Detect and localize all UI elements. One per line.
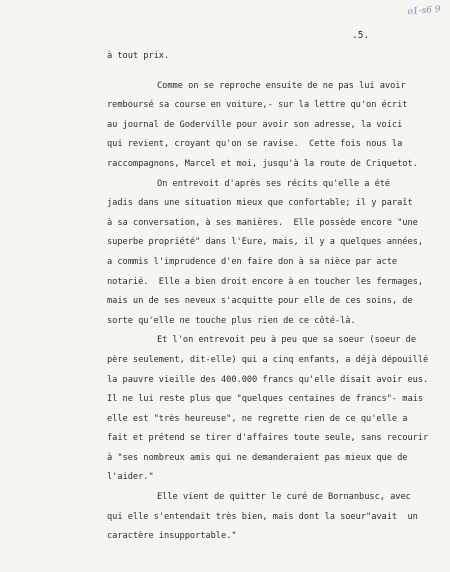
text-line: fait et prétend se tirer d'affaires toute seule, sans recourir bbox=[107, 433, 429, 444]
text-line: Et l'on entrevoit peu à peu que sa soeur (soeur de bbox=[157, 335, 417, 346]
paragraph bbox=[107, 77, 437, 175]
paragraph bbox=[107, 47, 437, 67]
text-line: à tout prix. bbox=[107, 51, 170, 61]
text-line: raccompagnons, Marcel et moi, jusqu'à la route de Criquetot. bbox=[107, 158, 418, 169]
text-line: mais un de ses neveux s'acquitte pour elle de ces soins, de bbox=[107, 296, 413, 307]
text-line: jadis dans une situation mieux que confortable; il y paraît bbox=[107, 198, 413, 209]
typescript-body bbox=[107, 47, 437, 547]
text-line: l'aider." bbox=[107, 472, 154, 483]
paragraph-gap bbox=[107, 67, 437, 77]
text-line: a commis l'imprudence d'en faire don à sa nièce par acte bbox=[107, 256, 398, 267]
text-line: Elle vient de quitter le curé de Bornanbusc, avec bbox=[157, 492, 411, 503]
text-line: père seulement, dit-elle) qui a cinq enfants, a déjà dépouillé bbox=[107, 354, 429, 365]
text-line: notarié. Elle a bien droit encore à en toucher les fermages, bbox=[107, 276, 424, 287]
text-line: à sa conversation, à ses manières. Elle possède encore "une bbox=[107, 217, 418, 228]
text-line: remboursé sa course en voiture,- sur la lettre qu'on écrit bbox=[107, 100, 408, 111]
text-line: au journal de Goderville pour avoir son adresse, la voici bbox=[107, 119, 403, 130]
text-line: à "ses nombreux amis qui ne demanderaient pas mieux que de bbox=[107, 452, 408, 463]
text-line: la pauvre vieille des 400.000 francs qu'elle disait avoir eus. bbox=[107, 374, 429, 385]
text-line: superbe propriété" dans l'Eure, mais, il y a quelques années, bbox=[107, 237, 424, 248]
handwritten-folio-note: o1-s6 9 bbox=[407, 4, 441, 18]
paragraph bbox=[107, 488, 437, 547]
text-line: elle est "très heureuse", ne regrette rien de ce qu'elle a bbox=[107, 413, 408, 424]
text-line: sorte qu'elle ne touche plus rien de ce côté-là. bbox=[107, 315, 356, 326]
text-line: Comme on se reproche ensuite de ne pas lui avoir bbox=[157, 80, 406, 91]
text-line: caractère insupportable." bbox=[107, 531, 237, 542]
paragraph bbox=[107, 331, 437, 488]
text-line: qui revient, croyant qu'on se ravise. Cette fois nous la bbox=[107, 139, 403, 150]
text-line: On entrevoit d'après ses récits qu'elle a été bbox=[157, 178, 391, 189]
text-line: qui elle s'entendait très bien, mais dont la soeur"avait un bbox=[107, 511, 418, 522]
page-number: .5. bbox=[352, 30, 370, 41]
paragraph bbox=[107, 175, 437, 332]
text-line: Il ne lui reste plus que "quelques centaines de francs"- mais bbox=[107, 394, 424, 405]
